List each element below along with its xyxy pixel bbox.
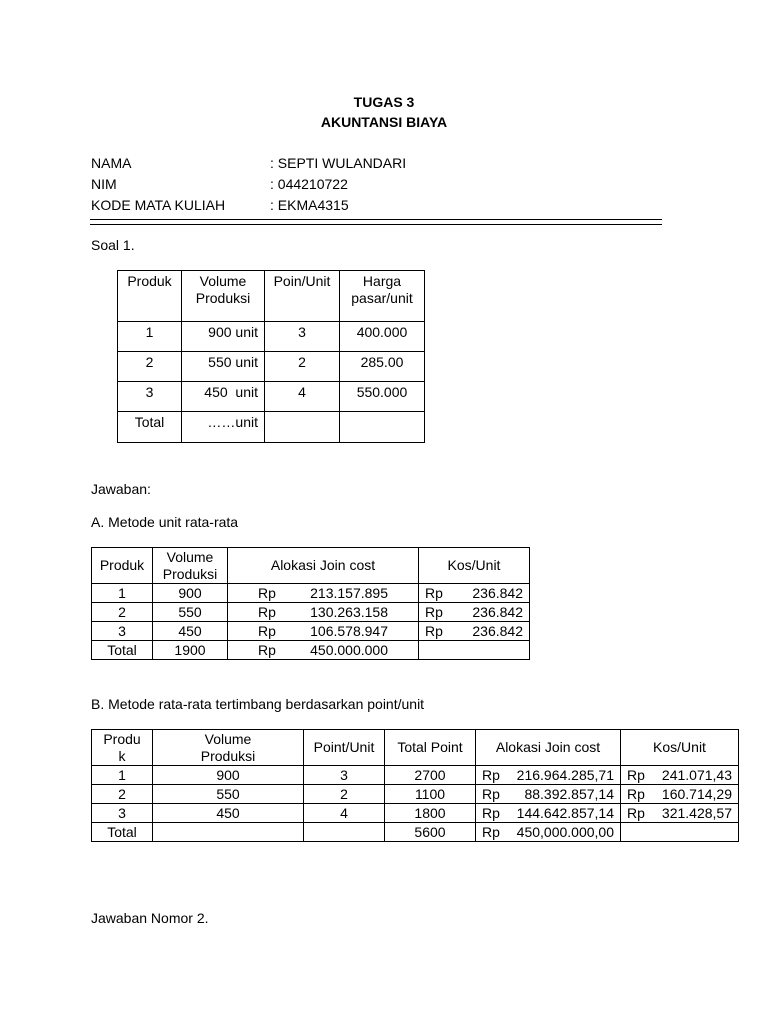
header-cell: Volume Produksi — [182, 271, 265, 322]
table-cell: 550 — [153, 603, 228, 622]
table-cell: Rp 213.157.895 — [228, 584, 419, 603]
table-cell: 450 — [153, 804, 304, 823]
table-cell: Rp 88.392.857,14 — [476, 785, 621, 804]
table-cell: 5600 — [385, 823, 476, 842]
table-cell: Rp 236.842 — [419, 603, 530, 622]
table-cell: 3 — [304, 766, 385, 785]
table-cell: Rp 236.842 — [419, 584, 530, 603]
table-cell: Rp 216.964.285,71 — [476, 766, 621, 785]
table-cell: 450 — [153, 622, 228, 641]
table-cell — [419, 641, 530, 660]
table-cell: 4 — [304, 804, 385, 823]
table-row — [92, 584, 530, 603]
name-value: : SEPTI WULANDARI — [270, 155, 407, 171]
doc-subtitle: AKUNTANSI BIAYA — [320, 114, 448, 130]
table-cell: 900 unit — [182, 322, 265, 352]
table-header-row — [92, 730, 739, 766]
doc-title: TUGAS 3 — [353, 94, 415, 110]
table-row — [118, 352, 425, 382]
table-cell: Rp 144.642.857,14 — [476, 804, 621, 823]
table-cell: 2700 — [385, 766, 476, 785]
table-cell: 550 — [153, 785, 304, 804]
header-cell: Alokasi Join cost — [228, 548, 419, 584]
table-cell — [340, 412, 425, 443]
header-cell: Poin/Unit — [265, 271, 340, 322]
table-row — [92, 603, 530, 622]
table-cell: Rp 106.578.947 — [228, 622, 419, 641]
table-cell: 3 — [92, 804, 153, 823]
section-b-table — [91, 729, 739, 842]
table-cell — [265, 412, 340, 443]
table-row — [118, 382, 425, 412]
divider-top — [90, 219, 662, 220]
table-row — [92, 622, 530, 641]
table-cell: 2 — [118, 352, 182, 382]
header-cell: Produk — [118, 271, 182, 322]
name-label: NAMA — [91, 155, 132, 171]
table-cell: 450 unit — [182, 382, 265, 412]
table-cell: 2 — [304, 785, 385, 804]
header-cell: Kos/Unit — [621, 730, 739, 766]
table-cell: Rp 160.714,29 — [621, 785, 739, 804]
table-cell: Total — [118, 412, 182, 443]
header-cell: Point/Unit — [304, 730, 385, 766]
jawaban-label: Jawaban: — [91, 481, 151, 497]
table-cell: 285.00 — [340, 352, 425, 382]
header-cell: Produk — [92, 548, 153, 584]
table-cell: 1 — [118, 322, 182, 352]
table-cell: 1800 — [385, 804, 476, 823]
table-cell: 400.000 — [340, 322, 425, 352]
nim-label: NIM — [91, 176, 117, 192]
table-header-row — [92, 548, 530, 584]
table-row — [92, 804, 739, 823]
section-a-title: A. Metode unit rata-rata — [91, 514, 239, 530]
section-a-table — [91, 547, 530, 660]
table-cell: 1100 — [385, 785, 476, 804]
header-cell: Alokasi Join cost — [476, 730, 621, 766]
table-cell: 4 — [265, 382, 340, 412]
table-cell: 900 — [153, 766, 304, 785]
table-cell: Rp 321.428,57 — [621, 804, 739, 823]
table-cell: Rp 130.263.158 — [228, 603, 419, 622]
table-row — [118, 322, 425, 352]
header-cell: Produ k — [92, 730, 153, 766]
table-cell — [621, 823, 739, 842]
table-cell: Rp 450,000.000,00 — [476, 823, 621, 842]
header-cell: Kos/Unit — [419, 548, 530, 584]
table-row — [92, 785, 739, 804]
jawaban-nomor2: Jawaban Nomor 2. — [91, 910, 209, 926]
course-code-label: KODE MATA KULIAH — [91, 197, 226, 213]
table-row — [92, 766, 739, 785]
table-cell: Rp 241.071,43 — [621, 766, 739, 785]
divider-bottom — [90, 224, 662, 225]
section-b-title: B. Metode rata-rata tertimbang berdasarkan point/unit — [91, 696, 425, 712]
table-cell: 1 — [92, 766, 153, 785]
table-cell: Total — [92, 641, 153, 660]
nim-value: : 044210722 — [270, 176, 348, 192]
table-cell: 2 — [92, 785, 153, 804]
table-cell — [304, 823, 385, 842]
table-row — [92, 823, 739, 842]
table-cell: 2 — [92, 603, 153, 622]
table-cell: 3 — [118, 382, 182, 412]
table-row — [118, 412, 425, 443]
header-cell: Harga pasar/unit — [340, 271, 425, 322]
table-cell: 900 — [153, 584, 228, 603]
table-cell: 550.000 — [340, 382, 425, 412]
table-cell: Rp 236.842 — [419, 622, 530, 641]
soal1-table — [117, 270, 425, 443]
header-cell: Volume Produksi — [153, 548, 228, 584]
table-cell: 1900 — [153, 641, 228, 660]
course-code-value: : EKMA4315 — [270, 197, 349, 213]
table-cell: Rp 450.000.000 — [228, 641, 419, 660]
table-cell — [153, 823, 304, 842]
header-cell: Volume Produksi — [153, 730, 304, 766]
table-cell: 2 — [265, 352, 340, 382]
table-cell: 550 unit — [182, 352, 265, 382]
soal1-title: Soal 1. — [91, 237, 135, 253]
table-cell: 3 — [92, 622, 153, 641]
table-header-row — [118, 271, 425, 322]
table-cell: 1 — [92, 584, 153, 603]
table-row — [92, 641, 530, 660]
table-cell: 3 — [265, 322, 340, 352]
table-cell: Total — [92, 823, 153, 842]
header-cell: Total Point — [385, 730, 476, 766]
table-cell: ……unit — [182, 412, 265, 443]
